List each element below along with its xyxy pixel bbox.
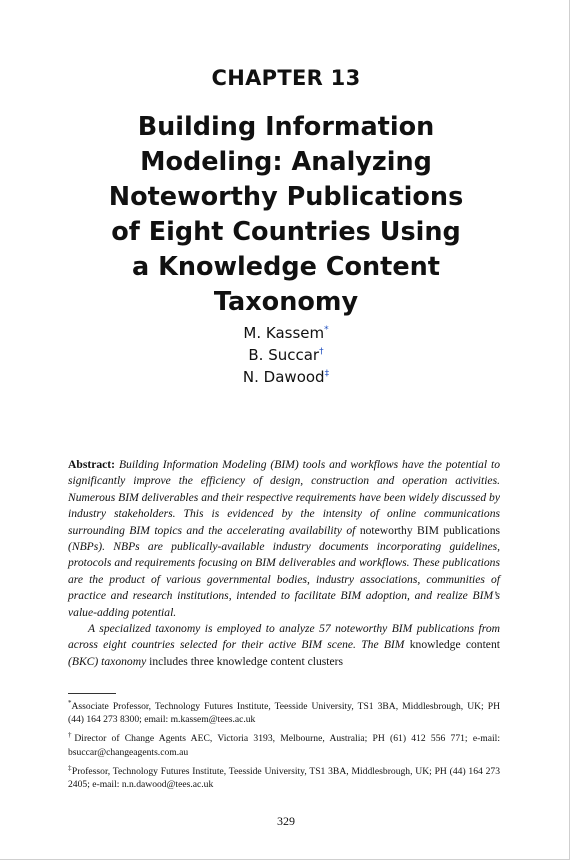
abstract-text: (NBPs). NBPs are publically-available industry documents incorporating guidelines, protocols and requirements focusing on BIM deliverables and workflows. These publications are the product of various governmental bodies, industry associations, communities of practice and research institutions, intended to facilitate BIM adoption, and realize BIM’s value-adding potential.	[68, 540, 500, 619]
footnote-mark: ‡	[68, 763, 72, 772]
abstract-text: noteworthy BIM publications	[359, 523, 501, 537]
title-line: Modeling: Analyzing	[140, 147, 432, 177]
title-line: Noteworthy Publications	[108, 182, 464, 212]
footnote	[68, 732, 500, 758]
abstract-text: (BKC) taxonomy	[68, 654, 147, 668]
author-list	[0, 322, 572, 388]
footnote-mark: †	[68, 731, 75, 740]
footnote-text: Director of Change Agents AEC, Victoria 3193, Melbourne, Australia; PH (61) 412 556 771; e-mail: bsuccar@changeagents.com.au	[68, 733, 500, 758]
author	[0, 366, 572, 388]
footnote-mark: *	[68, 699, 72, 707]
author-name: M. Kassem	[243, 324, 325, 342]
footnote-text: Associate Professor, Technology Futures Institute, Teesside University, TS1 3BA, Middlesbrough, UK; PH (44) 164 273 8300; email: m.kassem@tees.ac.uk	[68, 701, 500, 726]
abstract-text: A specialized taxonomy is employed to analyze 57 noteworthy BIM publications from across eight countries selected for their active BIM scene. The BIM	[68, 622, 500, 652]
abstract-text: knowledge content clusters	[216, 654, 343, 668]
author	[0, 344, 572, 366]
abstract-label: Abstract:	[68, 458, 116, 471]
abstract-text: Building Information Modeling (BIM) tools and workflows have the potential to significantly improve the efficiency of design, construction and operation activities. Numerous BIM deliverables and their respective requirements have been widely discussed by industry stakeholders. This is evidenced by the intensity of online communications surrounding BIM topics and the accelerating availability of	[68, 458, 500, 537]
author-name: N. Dawood	[242, 368, 325, 386]
footnote	[68, 765, 500, 791]
footnote-link[interactable]: *	[324, 325, 329, 335]
footnote	[68, 700, 500, 726]
author-name: B. Succar	[248, 346, 320, 364]
footnote-link[interactable]: †	[319, 347, 324, 357]
abstract-text: knowledge content	[409, 638, 500, 652]
author	[0, 322, 572, 344]
page-number: 329	[277, 814, 295, 828]
title-line: of Eight Countries Using	[111, 217, 461, 247]
abstract	[68, 457, 500, 670]
footnotes	[68, 700, 500, 797]
abstract-paragraph	[68, 621, 500, 670]
title-line: a Knowledge Content	[131, 252, 440, 282]
footnote-separator	[68, 693, 116, 694]
title-line: Building Information	[137, 112, 435, 142]
abstract-paragraph	[68, 457, 500, 621]
chapter-heading: CHAPTER 13	[211, 66, 361, 90]
footnote-link[interactable]: ‡	[324, 369, 330, 379]
title-line: Taxonomy	[213, 287, 359, 317]
footnote-text: Professor, Technology Futures Institute, Teesside University, TS1 3BA, Middlesbrough, UK; PH (44) 164 273 2405; e-mail: n.n.dawood@tees.ac.uk	[68, 765, 501, 791]
paper-title	[60, 110, 512, 320]
abstract-text: includes three	[149, 654, 214, 668]
